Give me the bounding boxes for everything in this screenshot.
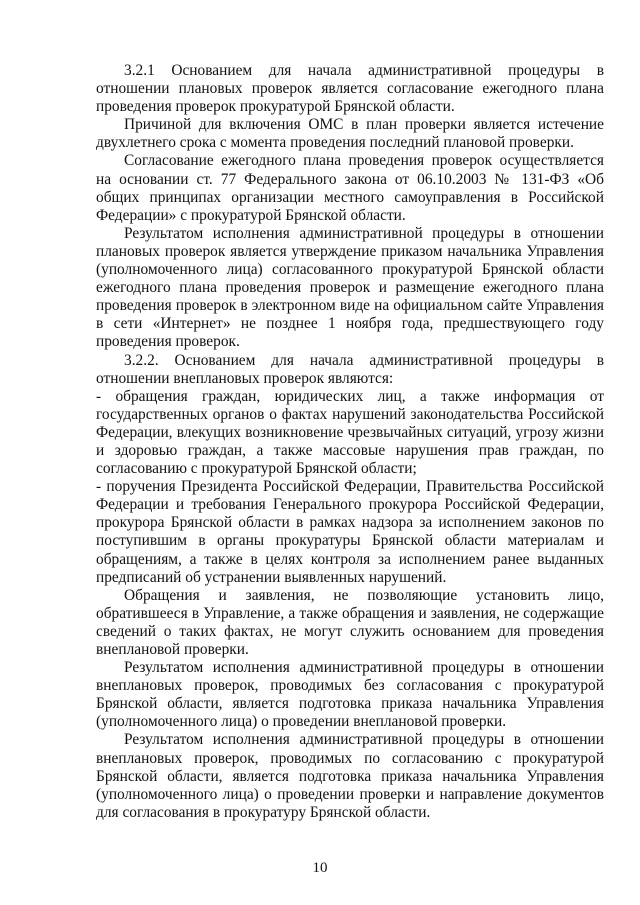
paragraph-result-unplanned-without: Результатом исполнения административной процедуры в отношении внеплановых проверок, проводимых без согласования с прокуратурой Брянской области, является подготовка приказа начальника Управления (уполномоченного лица) о проведении внеплановой проверки. (96, 659, 604, 731)
paragraph-3-2-2: 3.2.2. Основанием для начала административной процедуры в отношении внеплановых проверок являются: (96, 351, 604, 387)
paragraph-anonymous-appeals: Обращения и заявления, не позволяющие установить лицо, обратившееся в Управление, а также обращения и заявления, не содержащие сведений о таких фактах, не могут служить основанием для проведения внеплановой проверки. (96, 586, 604, 658)
paragraph-approval: Согласование ежегодного плана проведения проверок осуществляется на основании ст. 77 Федерального закона от 06.10.2003 № 131-ФЗ «Об общих принципах организации местного самоуправления в Российской Федерации» с прокуратурой Брянской области. (96, 152, 604, 224)
paragraph-reason: Причиной для включения ОМС в план проверки является истечение двухлетнего срока с момента проведения последний плановой проверки. (96, 116, 604, 152)
paragraph-result-planned: Результатом исполнения административной процедуры в отношении плановых проверок является утверждение приказом начальника Управления (уполномоченного лица) согласованного прокуратурой Брянской области ежегодного плана проведения проверок и размещение ежегодного плана проведения проверок в электронном виде на официальном сайте Управления в сети «Интернет» не позднее 1 ноября года, предшествующего году проведения проверок. (96, 224, 604, 351)
paragraph-result-unplanned-with: Результатом исполнения административной процедуры в отношении внеплановых проверок, проводимых по согласованию с прокуратурой Брянской области, является подготовка приказа начальника Управления (уполномоченного лица) о проведении проверки и направление документов для согласования в прокуратуру Брянской области. (96, 731, 604, 821)
document-body (96, 62, 604, 822)
paragraph-3-2-1: 3.2.1 Основанием для начала административной процедуры в отношении плановых проверок является согласование ежегодного плана проведения проверок прокуратурой Брянской области. (96, 62, 604, 116)
list-item-appeals: - обращения граждан, юридических лиц, а также информация от государственных органов о фактах нарушений законодательства Российской Федерации, влекущих возникновение чрезвычайных ситуаций, угрозу жизни и здоровью граждан, а также массовые нарушения прав граждан, по согласованию с прокуратурой Брянской области; (96, 387, 604, 478)
page-number: 10 (312, 860, 328, 876)
list-item-orders: - поручения Президента Российской Федерации, Правительства Российской Федерации и требования Генерального прокурора Российской Федерации, прокурора Брянской области в рамках надзора за исполнением законов по поступившим в органы прокуратуры Брянской области материалам и обращениям, а также в целях контроля за исполнением ранее выданных предписаний об устранении выявленных нарушений. (96, 478, 604, 586)
